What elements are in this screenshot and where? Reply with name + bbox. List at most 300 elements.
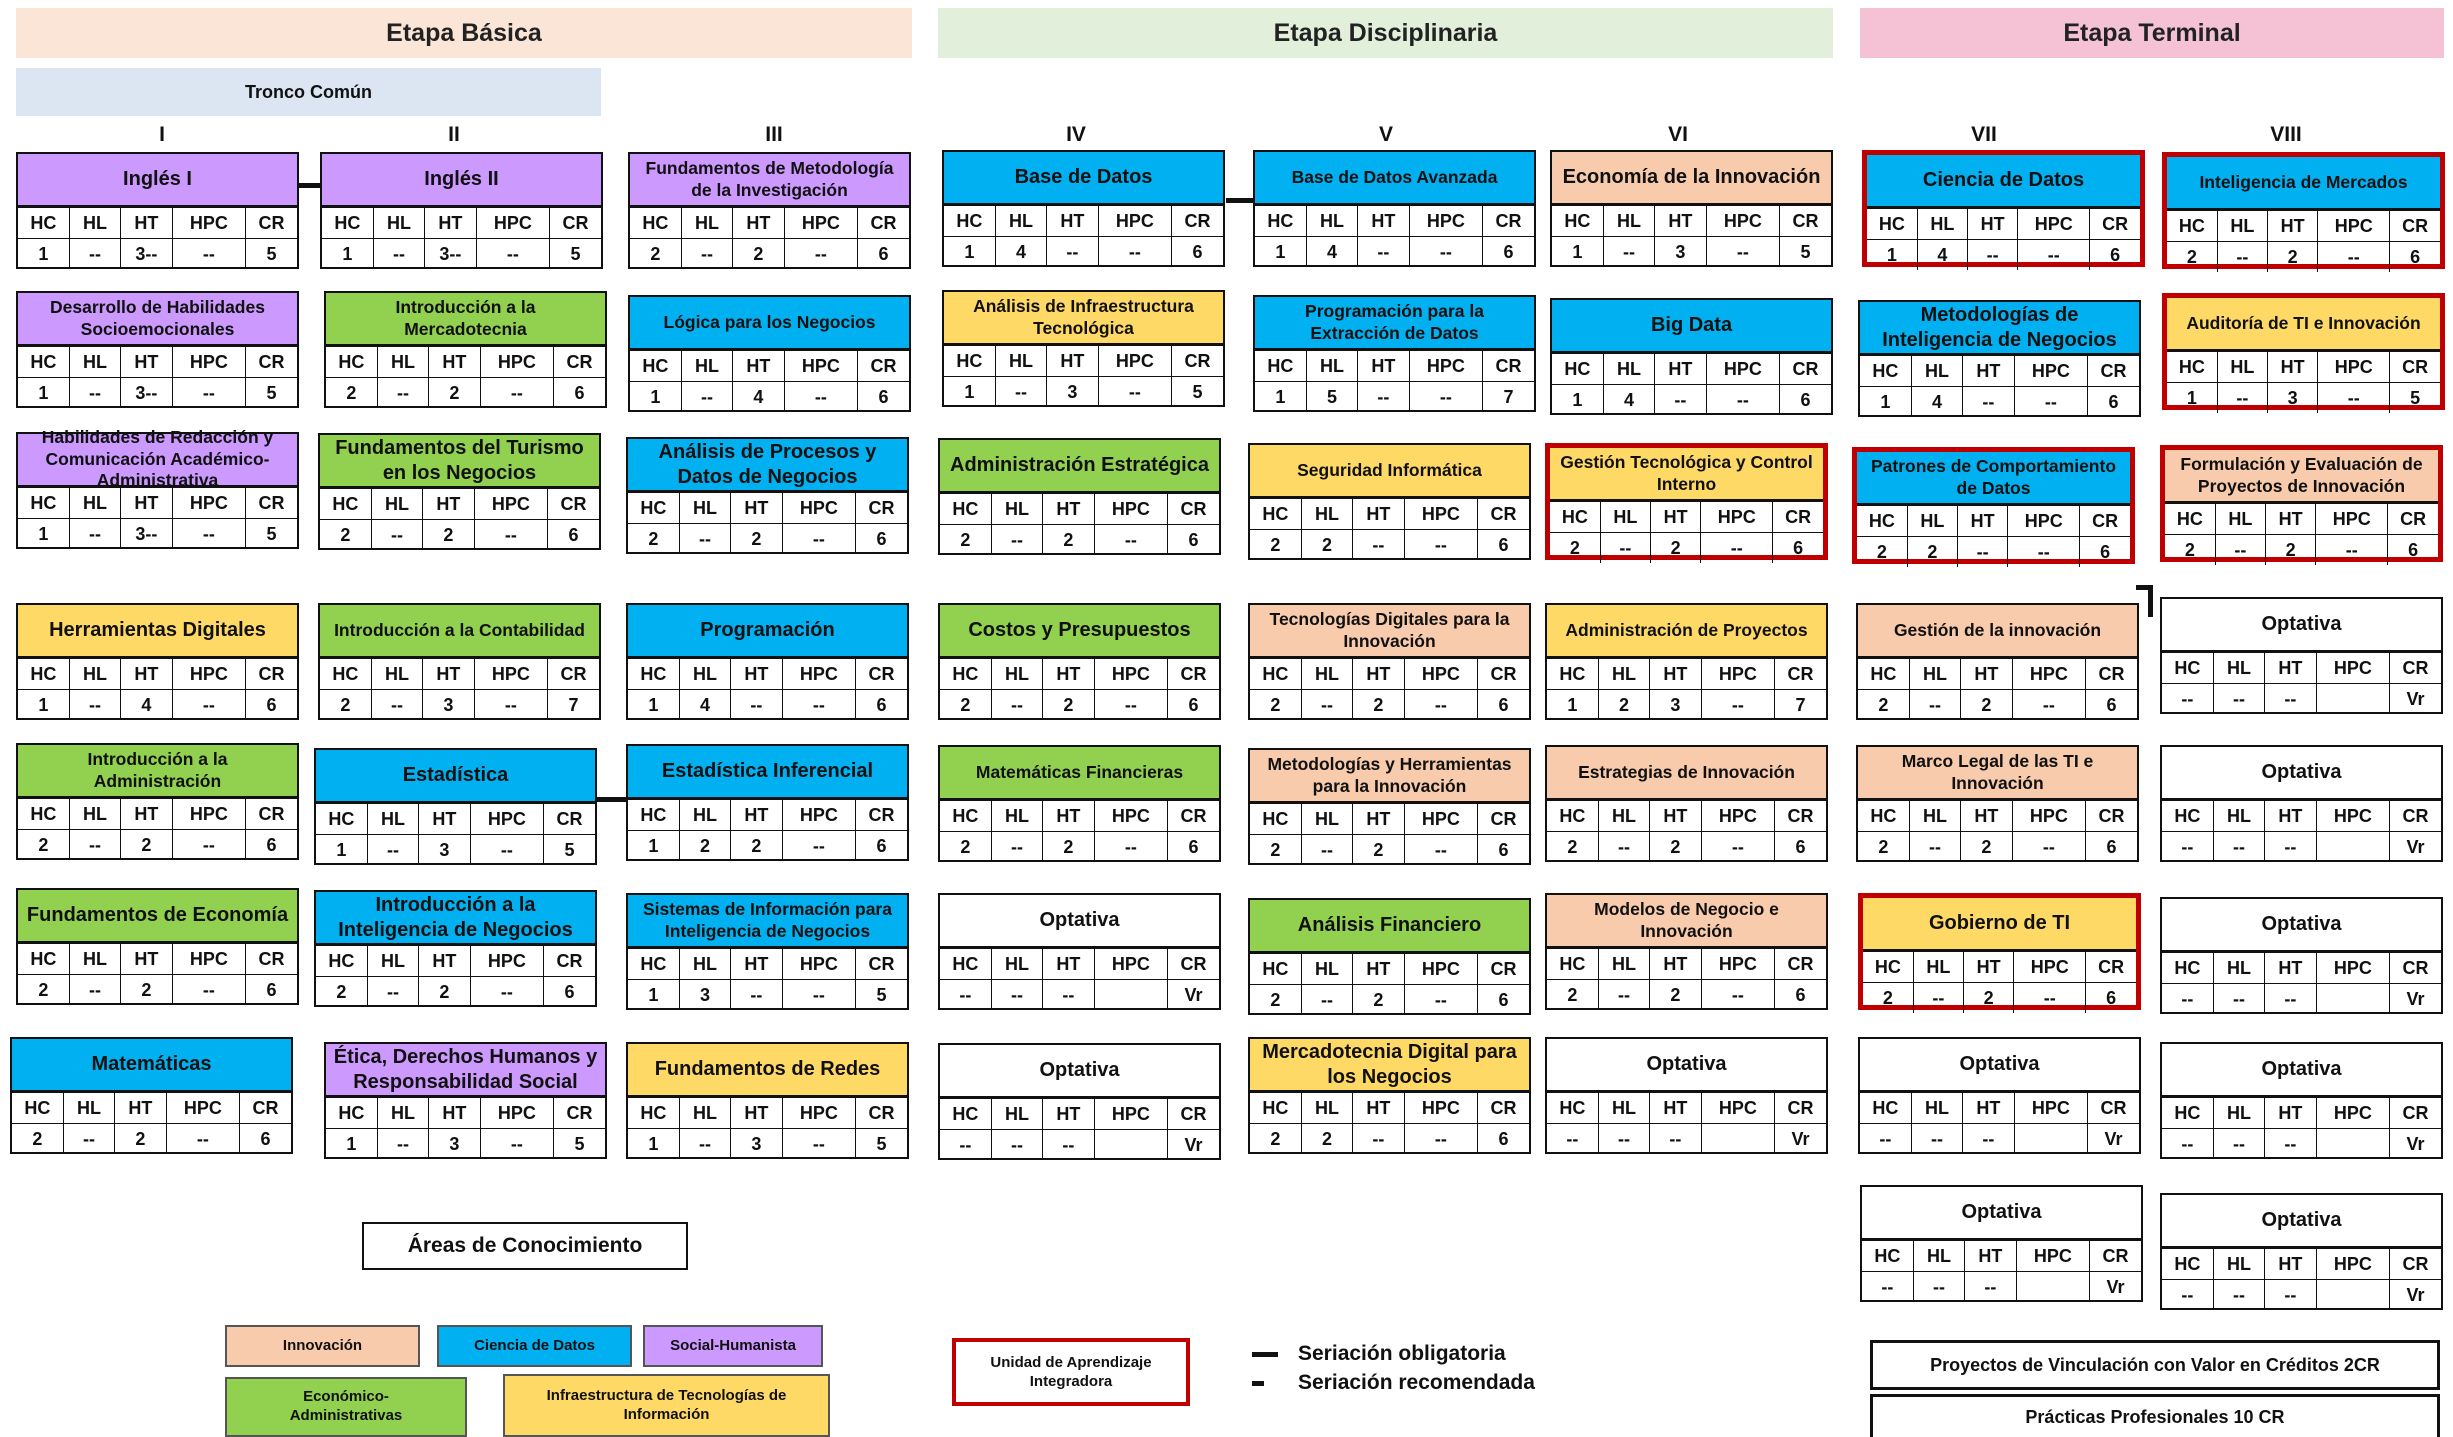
course-card [1248, 443, 1531, 560]
hours-value: -- [1701, 832, 1775, 863]
course-hours-table [630, 207, 909, 269]
hours-value: 1 [316, 835, 367, 866]
hours-header: CR [1775, 1093, 1826, 1124]
hours-header: HL [1911, 356, 1962, 387]
hours-value: 6 [1478, 835, 1529, 866]
hours-value: -- [2162, 1129, 2213, 1160]
hours-value: 2 [1043, 832, 1094, 863]
hours-header: CR [1478, 499, 1529, 530]
hours-value: Vr [1168, 1130, 1219, 1161]
hours-header: HPC [2016, 1241, 2090, 1272]
hours-value: -- [2213, 684, 2264, 715]
hours-value: 1 [628, 1129, 679, 1160]
hours-value: 3-- [121, 239, 172, 270]
hours-value: -- [782, 1129, 856, 1160]
hours-value: -- [1963, 1124, 2014, 1155]
hours-value: -- [2162, 984, 2213, 1015]
hours-header: CR [246, 208, 297, 239]
hours-header: HL [2213, 653, 2264, 684]
hours-header: HC [628, 1098, 679, 1129]
hours-header: HPC [2014, 1093, 2088, 1124]
hours-header: HL [995, 346, 1046, 377]
hours-value: -- [2265, 832, 2316, 863]
course-title: Economía de la Innovación [1552, 152, 1831, 205]
hours-header: HPC [784, 208, 858, 239]
hours-value: 3 [1047, 377, 1098, 408]
hours-value: 2 [1250, 985, 1301, 1016]
hours-header: HC [12, 1093, 63, 1124]
course-card [16, 152, 299, 269]
course-card [1550, 150, 1833, 267]
hours-header: HT [1353, 954, 1404, 985]
hours-value: 6 [2080, 537, 2130, 568]
hours-header: HT [1047, 346, 1098, 377]
hours-header: CR [2388, 504, 2438, 535]
semester-label: IV [1066, 123, 1086, 146]
hours-header: HL [2215, 504, 2265, 535]
hours-header: HPC [2316, 801, 2390, 832]
hours-header: HPC [782, 1098, 856, 1129]
hours-value: Vr [2090, 1272, 2141, 1303]
semester-label: III [765, 123, 783, 146]
hours-header: HT [419, 804, 470, 835]
hours-header: HT [1043, 949, 1094, 980]
hours-header: HPC [1094, 659, 1168, 690]
hours-value: -- [940, 1130, 991, 1161]
hours-value: -- [470, 835, 544, 866]
hours-header: CR [1775, 949, 1826, 980]
hours-value: 1 [18, 519, 69, 550]
course-title: Estadística Inferencial [628, 746, 907, 799]
hours-value: 2 [1043, 525, 1094, 556]
hours-value: 2 [1301, 530, 1352, 561]
hours-value: 3-- [121, 378, 172, 409]
hours-header: HL [63, 1093, 114, 1124]
hours-header: CR [550, 208, 601, 239]
hours-header: HL [2213, 801, 2264, 832]
hours-header: CR [856, 949, 907, 980]
hours-header: HPC [172, 944, 246, 975]
hours-value: 3-- [121, 519, 172, 550]
hours-header: CR [1773, 502, 1823, 533]
hours-value: 6 [1168, 832, 1219, 863]
hours-header: HC [320, 489, 371, 520]
hours-header: HT [1353, 659, 1404, 690]
course-card [314, 890, 597, 1007]
course-title: Optativa [2162, 1044, 2441, 1097]
course-hours-table [1250, 498, 1529, 560]
hours-value [2014, 1124, 2088, 1155]
hours-header: HPC [1098, 206, 1172, 237]
course-title: Fundamentos del Turismo en los Negocios [320, 435, 599, 488]
hours-value: -- [1968, 240, 2018, 271]
hours-value: 6 [2090, 240, 2140, 271]
hours-header: HT [733, 351, 784, 382]
hours-header: CR [1168, 494, 1219, 525]
course-hours-table [2162, 952, 2441, 1014]
stage-terminal: Etapa Terminal [1860, 8, 2444, 58]
hours-value: 2 [2165, 535, 2215, 566]
hours-header: HT [1047, 206, 1098, 237]
course-title: Introducción a la Administración [18, 745, 297, 798]
hours-header: HPC [172, 208, 246, 239]
hours-header: HL [1598, 949, 1649, 980]
hours-value: 6 [1780, 385, 1831, 416]
course-card [942, 150, 1225, 267]
course-hours-table [326, 1097, 605, 1159]
course-card [1858, 1037, 2141, 1154]
hours-value: 6 [2388, 535, 2438, 566]
seriation-link [2136, 585, 2150, 590]
stage-basica: Etapa Básica [16, 8, 912, 58]
hours-value: -- [1913, 983, 1963, 1014]
course-title: Mercadotecnia Digital para los Negocios [1250, 1039, 1529, 1092]
hours-header: HPC [1094, 494, 1168, 525]
hours-value: -- [69, 830, 120, 861]
course-hours-table [1858, 800, 2137, 862]
hours-value: -- [1043, 980, 1094, 1011]
hours-header: HL [681, 351, 732, 382]
hours-value: 2 [121, 830, 172, 861]
course-title: Introducción a la Mercadotecnia [326, 293, 605, 346]
hours-header: HL [679, 1098, 730, 1129]
hours-value: 6 [1168, 525, 1219, 556]
hours-value: 2 [1961, 832, 2012, 863]
course-title: Fundamentos de Economía [18, 890, 297, 943]
course-title: Big Data [1552, 300, 1831, 353]
hours-value: 1 [1867, 240, 1917, 271]
hours-header: HC [1552, 354, 1603, 385]
hours-value: -- [371, 520, 422, 551]
hours-header: CR [246, 659, 297, 690]
hours-value: 1 [18, 690, 69, 721]
course-title: Gestión Tecnológica y Control Interno [1550, 448, 1823, 501]
hours-value: 5 [554, 1129, 605, 1160]
hours-value: -- [1706, 385, 1780, 416]
hours-value: -- [1965, 1272, 2016, 1303]
course-title: Fundamentos de Metodología de la Investigación [630, 154, 909, 207]
hours-value: -- [1404, 1124, 1478, 1155]
hours-value: 6 [1478, 1124, 1529, 1155]
hours-value: 2 [2268, 242, 2318, 273]
hours-value: Vr [1775, 1124, 1826, 1155]
hours-value: -- [2014, 983, 2086, 1014]
hours-value: 4 [733, 382, 784, 413]
hours-header: HL [69, 659, 120, 690]
hours-value: 1 [18, 239, 69, 270]
hours-value: -- [991, 1130, 1042, 1161]
hours-header: CR [1168, 949, 1219, 980]
hours-header: HPC [1404, 499, 1478, 530]
hours-value: 2 [1651, 533, 1701, 564]
course-title: Metodologías de Inteligencia de Negocios [1860, 302, 2139, 355]
course-title: Optativa [1862, 1187, 2141, 1240]
hours-value: -- [782, 831, 856, 862]
course-card [938, 893, 1221, 1010]
hours-header: HL [1598, 659, 1649, 690]
hours-value: -- [991, 525, 1042, 556]
hours-value: -- [367, 977, 418, 1008]
course-card [1248, 748, 1531, 865]
course-title: Lógica para los Negocios [630, 297, 909, 350]
hours-value: 5 [1780, 237, 1831, 268]
hours-value: 6 [544, 977, 595, 1008]
hours-header: CR [858, 208, 909, 239]
hours-value: Vr [2390, 832, 2441, 863]
course-title: Fundamentos de Redes [628, 1044, 907, 1097]
hours-value: 2 [1353, 985, 1404, 1016]
course-title: Inteligencia de Mercados [2167, 157, 2440, 210]
hours-header: HC [2162, 801, 2213, 832]
hours-header: HT [1650, 949, 1701, 980]
course-card [1253, 295, 1536, 412]
hours-header: HT [1963, 1093, 2014, 1124]
hours-value: -- [2217, 383, 2267, 414]
hours-header: HT [2265, 653, 2316, 684]
course-hours-table [1862, 1240, 2141, 1302]
hours-value: -- [1098, 377, 1172, 408]
hours-value: 1 [1552, 237, 1603, 268]
hours-value: 4 [1603, 385, 1654, 416]
hours-value: -- [1958, 537, 2008, 568]
course-hours-table [322, 207, 601, 269]
solid-line-icon [1252, 1352, 1278, 1357]
hours-value: 3 [679, 980, 730, 1011]
hours-header: HT [115, 1093, 166, 1124]
hours-header: HC [628, 493, 679, 524]
hours-value: -- [172, 830, 246, 861]
hours-value: 5 [246, 239, 297, 270]
hours-header: HC [1860, 356, 1911, 387]
hours-header: HPC [470, 804, 544, 835]
course-title: Estrategias de Innovación [1547, 747, 1826, 800]
hours-header: HPC [1701, 659, 1775, 690]
hours-header: HL [991, 659, 1042, 690]
course-card [2160, 745, 2443, 862]
course-hours-table [1547, 658, 1826, 720]
hours-value: 6 [246, 975, 297, 1006]
hours-value: -- [69, 239, 120, 270]
hours-header: HL [2213, 1249, 2264, 1280]
course-title: Gobierno de TI [1863, 898, 2136, 951]
course-hours-table [2167, 351, 2440, 413]
hours-value: -- [1913, 1272, 1964, 1303]
hours-value: 2 [1547, 832, 1598, 863]
hours-value: 2 [1964, 983, 2014, 1014]
hours-value: 1 [1552, 385, 1603, 416]
course-card [938, 438, 1221, 555]
hours-value: -- [1094, 832, 1168, 863]
hours-value: 3 [423, 690, 474, 721]
hours-header: HC [944, 206, 995, 237]
hours-header: HT [1358, 206, 1409, 237]
hours-header: HPC [784, 351, 858, 382]
hours-value: 6 [2086, 690, 2137, 721]
hours-value: -- [367, 835, 418, 866]
hours-value: 6 [2390, 242, 2440, 273]
hours-value: 7 [548, 690, 599, 721]
course-card [324, 291, 607, 408]
hours-value: 2 [628, 524, 679, 555]
hours-header: HL [1306, 206, 1357, 237]
hours-header: CR [2090, 209, 2140, 240]
seriation-link [296, 183, 322, 188]
hours-header: HL [2217, 352, 2267, 383]
hours-header: HT [121, 799, 172, 830]
hours-value: 3 [731, 1129, 782, 1160]
course-hours-table [2162, 1097, 2441, 1159]
hours-header: HC [326, 1098, 377, 1129]
course-card [2160, 445, 2443, 562]
hours-value: -- [2012, 690, 2086, 721]
hours-header: HPC [2316, 1249, 2390, 1280]
hours-header: HL [991, 949, 1042, 980]
hours-header: CR [1478, 1093, 1529, 1124]
hours-value: 2 [1857, 537, 1907, 568]
hours-header: HPC [474, 489, 548, 520]
hours-header: HT [121, 659, 172, 690]
course-title: Optativa [2162, 747, 2441, 800]
course-hours-table [1863, 951, 2136, 1013]
hours-value: 2 [320, 690, 371, 721]
course-title: Optativa [2162, 599, 2441, 652]
hours-header: HC [2162, 1098, 2213, 1129]
course-hours-table [1547, 1092, 1826, 1154]
course-card [938, 745, 1221, 862]
course-title: Optativa [1547, 1039, 1826, 1092]
hours-value: 6 [2086, 983, 2136, 1014]
hours-value: -- [731, 690, 782, 721]
hours-value: 2 [429, 378, 480, 409]
hours-value: -- [681, 382, 732, 413]
hours-value: 2 [940, 832, 991, 863]
hours-value: 2 [940, 525, 991, 556]
hours-value: -- [1409, 237, 1483, 268]
hours-header: HL [371, 659, 422, 690]
hours-header: HT [2265, 801, 2316, 832]
hours-header: CR [246, 488, 297, 519]
course-hours-table [2162, 800, 2441, 862]
hours-value: 4 [679, 690, 730, 721]
hours-value: 6 [856, 690, 907, 721]
hours-header: HPC [172, 347, 246, 378]
practicas-profesionales: Prácticas Profesionales 10 CR [1870, 1394, 2440, 1437]
hours-header: HL [1306, 351, 1357, 382]
hours-value: -- [679, 524, 730, 555]
hours-header: HC [940, 949, 991, 980]
course-card [314, 748, 597, 865]
hours-header: HL [1911, 1093, 1962, 1124]
hours-header: HC [1547, 949, 1598, 980]
hours-header: HPC [1098, 346, 1172, 377]
hours-header: HL [679, 949, 730, 980]
hours-header: HC [1250, 954, 1301, 985]
hours-value: -- [1301, 985, 1352, 1016]
course-card [1545, 603, 1828, 720]
hours-value: Vr [1168, 980, 1219, 1011]
hours-value: -- [69, 975, 120, 1006]
hours-header: HC [1250, 499, 1301, 530]
course-hours-table [1547, 800, 1826, 862]
hours-header: CR [2390, 352, 2440, 383]
course-card [1550, 298, 1833, 415]
hours-header: HPC [1409, 351, 1483, 382]
hours-header: HT [731, 1098, 782, 1129]
course-hours-table [944, 205, 1223, 267]
course-title: Auditoría de TI e Innovación [2167, 298, 2440, 351]
legend-innovacion: Innovación [225, 1325, 420, 1367]
hours-value: 2 [1650, 832, 1701, 863]
course-card [10, 1037, 293, 1154]
hours-header: HL [1913, 1241, 1964, 1272]
hours-header: HT [423, 659, 474, 690]
course-hours-table [1547, 948, 1826, 1010]
hours-header: HPC [1701, 1093, 1775, 1124]
hours-header: HL [1907, 506, 1957, 537]
hours-header: HC [1857, 506, 1907, 537]
hours-value: -- [1598, 980, 1649, 1011]
course-title: Marco Legal de las TI e Innovación [1858, 747, 2137, 800]
course-title: Optativa [940, 1045, 1219, 1098]
hours-value: -- [1655, 385, 1706, 416]
course-card [1545, 443, 1828, 560]
hours-header: HPC [2316, 653, 2390, 684]
course-hours-table [628, 948, 907, 1010]
hours-value: -- [480, 1129, 554, 1160]
course-hours-table [1857, 505, 2130, 567]
hours-header: CR [1775, 659, 1826, 690]
hours-header: CR [1775, 801, 1826, 832]
hours-value: -- [2265, 1129, 2316, 1160]
hours-header: HPC [782, 800, 856, 831]
course-title: Gestión de la innovación [1858, 605, 2137, 658]
hours-header: HC [1858, 801, 1909, 832]
hours-value: -- [2162, 1280, 2213, 1311]
course-hours-table [940, 493, 1219, 555]
hours-value: -- [1650, 1124, 1701, 1155]
course-hours-table [320, 658, 599, 720]
hours-header: HC [2162, 653, 2213, 684]
hours-value: -- [1358, 382, 1409, 413]
course-hours-table [944, 345, 1223, 407]
hours-header: HL [1909, 659, 1960, 690]
seriation-link [1226, 198, 1256, 203]
hours-value: 1 [1547, 690, 1598, 721]
legend-seriacion-obligatoria [1252, 1342, 1506, 1366]
legend-ciencia-datos: Ciencia de Datos [437, 1325, 632, 1367]
hours-value: 6 [858, 382, 909, 413]
hours-value: 1 [1255, 382, 1306, 413]
seriacion-recomendada-label: Seriación recomendada [1298, 1371, 1535, 1394]
course-hours-table [1860, 355, 2139, 417]
hours-value: 6 [1775, 980, 1826, 1011]
hours-value: -- [2217, 242, 2267, 273]
course-hours-table [940, 1098, 1219, 1160]
hours-value: 6 [2088, 387, 2139, 418]
hours-header: HT [1353, 804, 1404, 835]
course-title: Tecnologías Digitales para la Innovación [1250, 605, 1529, 658]
course-title: Modelos de Negocio e Innovación [1547, 895, 1826, 948]
hours-header: HL [679, 493, 730, 524]
hours-header: HL [1301, 659, 1352, 690]
hours-value: 1 [2167, 383, 2217, 414]
course-card [628, 295, 911, 412]
hours-header: CR [1168, 659, 1219, 690]
hours-header: CR [2390, 211, 2440, 242]
hours-header: HC [1547, 801, 1598, 832]
hours-value: -- [1409, 382, 1483, 413]
hours-header: HT [2268, 211, 2318, 242]
